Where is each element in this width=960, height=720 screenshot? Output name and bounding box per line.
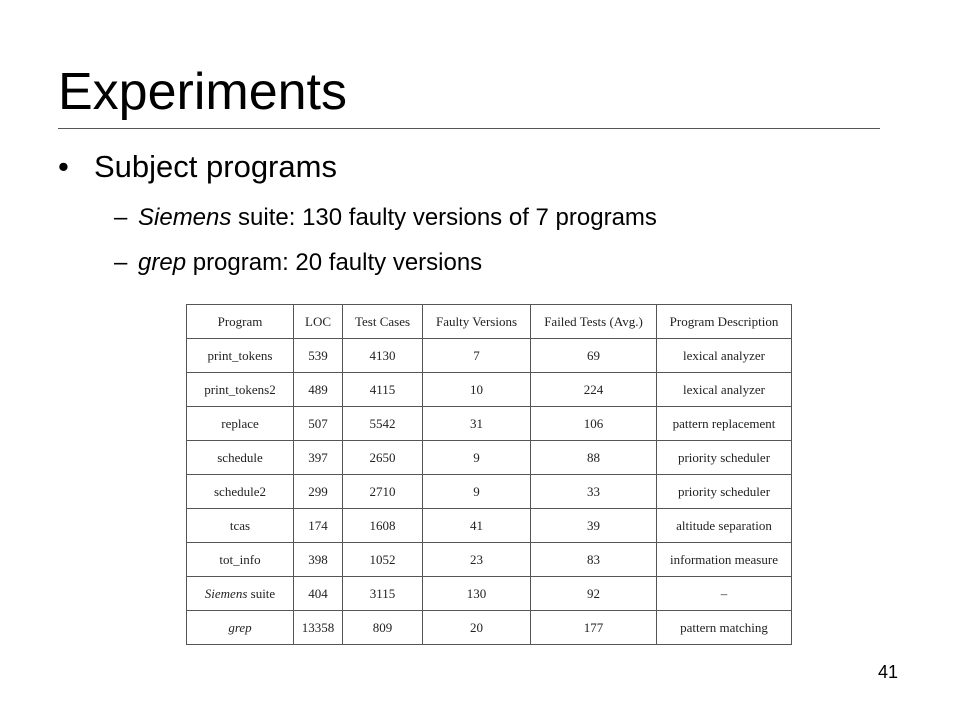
table-cell: 398 [294,543,343,577]
page-number: 41 [878,662,899,682]
sub-bullet-siemens [114,203,657,233]
sub-bullet-text: suite: 130 faulty versions of 7 programs [231,204,657,231]
table-cell: 507 [294,407,343,441]
table-cell: 23 [423,543,531,577]
table-cell: 4115 [343,373,423,407]
table-cell: 33 [531,475,657,509]
subject-programs-table-wrapper [186,304,792,645]
table-body [187,339,792,645]
table-cell: 9 [423,441,531,475]
table-cell: 1608 [343,509,423,543]
table-cell: schedule2 [187,475,294,509]
table-cell: 397 [294,441,343,475]
table-cell: 4130 [343,339,423,373]
table-cell: lexical analyzer [657,339,792,373]
sub-bullet-italic: Siemens [138,204,232,231]
table-cell: 130 [423,577,531,611]
table-cell: 7 [423,339,531,373]
table-cell: 174 [294,509,343,543]
table-cell: 3115 [343,577,423,611]
table-cell: 106 [531,407,657,441]
table-cell: replace [187,407,294,441]
table-cell: 31 [423,407,531,441]
table-row [187,475,792,509]
table-cell: altitude separation [657,509,792,543]
table-cell: pattern matching [657,611,792,645]
column-header: Failed Tests (Avg.) [531,305,657,339]
table-cell: pattern replacement [657,407,792,441]
table-cell: 92 [531,577,657,611]
table-cell: 10 [423,373,531,407]
column-header: Program [187,305,294,339]
table-cell: 69 [531,339,657,373]
table-cell: 2650 [343,441,423,475]
bullet-subject-programs [58,147,337,187]
table-cell: 41 [423,509,531,543]
table-cell: 9 [423,475,531,509]
table-row [187,339,792,373]
dash-marker: – [114,249,128,276]
column-header: Program Description [657,305,792,339]
dash-marker: – [114,204,128,231]
table-cell: priority scheduler [657,441,792,475]
table-cell: print_tokens2 [187,373,294,407]
table-cell: tot_info [187,543,294,577]
table-cell: print_tokens [187,339,294,373]
table-cell: 13358 [294,611,343,645]
table-cell: tcas [187,509,294,543]
table-header-row [187,305,792,339]
table-row [187,509,792,543]
table-row [187,373,792,407]
table-cell: 2710 [343,475,423,509]
table-cell: 39 [531,509,657,543]
subject-programs-table [186,304,792,645]
table-cell: Siemens suite [187,577,294,611]
table-cell: – [657,577,792,611]
table-row [187,441,792,475]
title-divider [58,128,880,129]
sub-bullet-italic: grep [138,249,187,276]
table-row [187,577,792,611]
sub-bullet-text: program: 20 faulty versions [186,249,483,276]
table-row [187,611,792,645]
table-row [187,407,792,441]
table-cell: 177 [531,611,657,645]
slide-title: Experiments [58,63,347,121]
table-cell: priority scheduler [657,475,792,509]
table-cell: schedule [187,441,294,475]
sub-bullet-grep [114,248,482,278]
bullet-marker: • [58,149,69,184]
table-row [187,543,792,577]
table-cell: 5542 [343,407,423,441]
table-cell: 88 [531,441,657,475]
table-cell: 224 [531,373,657,407]
column-header: LOC [294,305,343,339]
table-cell: 539 [294,339,343,373]
column-header: Faulty Versions [423,305,531,339]
table-cell: 20 [423,611,531,645]
table-cell: 489 [294,373,343,407]
table-cell: 404 [294,577,343,611]
table-cell: 1052 [343,543,423,577]
table-cell: grep [187,611,294,645]
table-cell: 809 [343,611,423,645]
table-cell: 83 [531,543,657,577]
table-cell: 299 [294,475,343,509]
column-header: Test Cases [343,305,423,339]
table-cell: information measure [657,543,792,577]
bullet-text: Subject programs [94,149,337,184]
table-cell: lexical analyzer [657,373,792,407]
